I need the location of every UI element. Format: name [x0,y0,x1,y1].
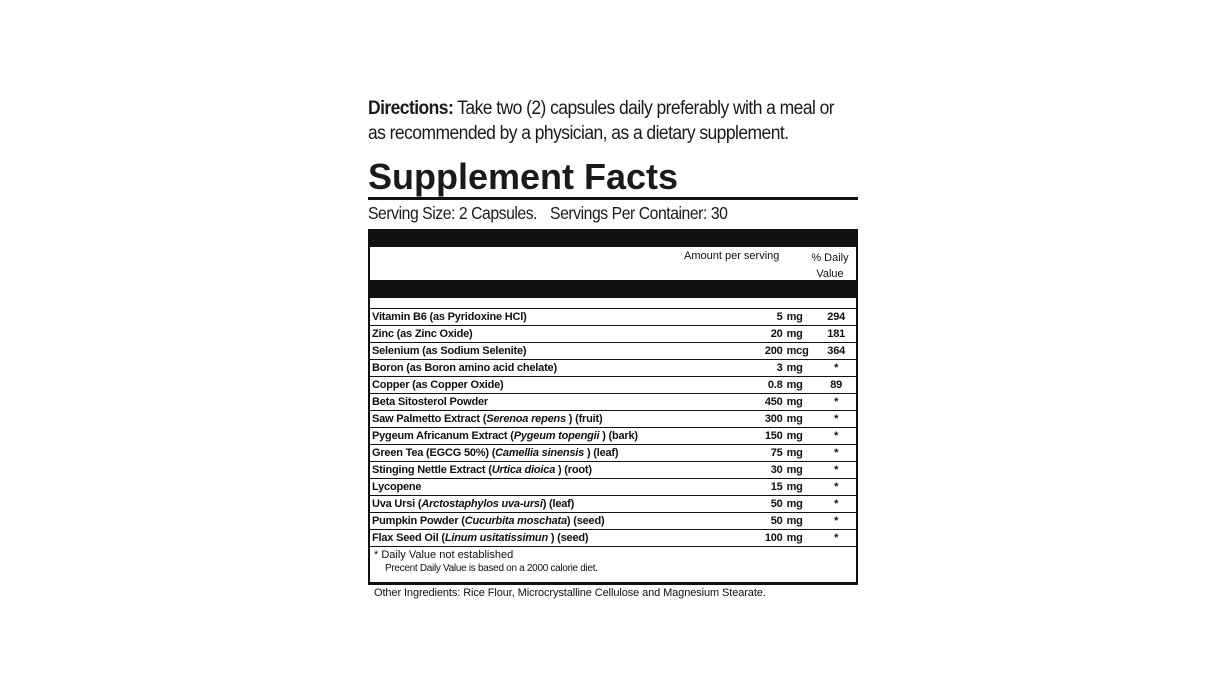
table-row [370,309,856,326]
ingredient-latin-name: Serenoa repens [486,413,566,425]
ingredient-amount: 5 [776,311,783,323]
ingredient-name [370,396,699,408]
servings-per-container: Servings Per Container: 30 [550,203,728,223]
ingredient-dv: 89 [830,379,843,391]
ingredient-unit: mg [786,328,803,340]
ingredient-dv: 364 [827,345,846,357]
ingredient-unit: mg [786,515,803,527]
ingredient-latin-name: Pygeum topengii [513,430,600,442]
ingredient-dv: * [834,515,839,527]
page-title: Supplement Facts [368,156,679,197]
ingredient-unit: mcg [786,345,809,357]
row-spacer [370,298,856,309]
ingredient-amount: 300 [764,413,783,425]
table-row [370,360,856,377]
ingredient-text: ) (leaf) [542,498,575,510]
ingredient-latin-name: Arctostaphylos uva-ursi [421,498,543,510]
other-ingredients: Other Ingredients: Rice Flour, Microcrystalline Cellulose and Magnesium Stearate. [374,587,766,599]
ingredient-text: Flax Seed Oil ( [372,532,445,544]
facts-table [368,229,858,585]
ingredient-amount: 20 [770,328,783,340]
table-row [370,496,856,513]
ingredient-name [370,345,699,357]
ingredient-latin-name: Camellia sinensis [495,447,585,459]
supplement-label [368,96,860,599]
ingredient-amount: 3 [776,362,783,374]
table-row [370,445,856,462]
ingredient-name [370,481,699,493]
ingredient-text: Lycopene [372,481,422,493]
ingredient-dv: * [834,430,839,442]
ingredient-unit: mg [786,362,803,374]
ingredient-dv: * [834,481,839,493]
ingredient-name [370,311,699,323]
ingredient-name [370,498,699,510]
footnote-calorie: Precent Daily Value is based on a 2000 calorie diet. [385,563,598,574]
table-row [370,479,856,496]
ingredient-dv: 294 [827,311,846,323]
ingredient-unit: mg [786,481,803,493]
ingredient-dv: * [834,464,839,476]
ingredient-text: Pumpkin Powder ( [372,515,465,527]
table-row [370,343,856,360]
ingredient-text: Zinc (as Zinc Oxide) [372,328,473,340]
section-bar [370,280,856,298]
table-row [370,377,856,394]
table-row [370,530,856,547]
ingredient-dv: * [834,413,839,425]
ingredient-amount: 30 [770,464,783,476]
ingredient-dv: * [834,362,839,374]
ingredient-text: ) (seed) [566,515,605,527]
table-row [370,394,856,411]
ingredient-name [370,464,699,476]
ingredient-amount: 15 [770,481,783,493]
ingredient-unit: mg [786,379,803,391]
directions [368,96,856,146]
ingredient-latin-name: Urtica dioica [491,464,556,476]
ingredient-dv: * [834,396,839,408]
ingredient-text: Vitamin B6 (as Pyridoxine HCl) [372,311,527,323]
ingredient-unit: mg [786,396,803,408]
ingredient-amount: 0.8 [767,379,783,391]
ingredient-name [370,515,699,527]
ingredient-text: Selenium (as Sodium Selenite) [372,345,527,357]
ingredient-amount: 150 [764,430,783,442]
table-row [370,428,856,445]
ingredient-latin-name: Cucurbita moschata [464,515,567,527]
dv-header: % Daily Value [811,252,849,280]
ingredient-text: Stinging Nettle Extract ( [372,464,492,476]
ingredient-dv: * [834,532,839,544]
ingredient-dv: * [834,498,839,510]
ingredient-name [370,430,699,442]
ingredient-name [370,413,699,425]
ingredient-amount: 75 [770,447,783,459]
ingredient-list [370,309,856,547]
ingredient-text: Uva Ursi ( [372,498,422,510]
ingredient-amount: 450 [764,396,783,408]
ingredient-latin-name: Linum usitatissimun [444,532,548,544]
ingredient-name [370,447,699,459]
ingredient-text: ) (leaf) [584,447,619,459]
ingredient-name [370,328,699,340]
ingredient-text: ) (fruit) [565,413,603,425]
ingredient-unit: mg [786,447,803,459]
directions-text: Take two (2) capsules daily preferably with a meal or as recommended by a physician, as a dietary supplement. [368,98,835,144]
ingredient-text: Boron (as Boron amino acid chelate) [372,362,557,374]
ingredient-unit: mg [786,498,803,510]
ingredient-text: ) (root) [555,464,592,476]
serving-info [368,200,872,226]
ingredient-unit: mg [786,430,803,442]
amount-header: Amount per serving [684,250,780,262]
ingredient-text: Saw Palmetto Extract ( [372,413,487,425]
ingredient-unit: mg [786,311,803,323]
ingredient-amount: 50 [770,515,783,527]
ingredient-name [370,379,699,391]
ingredient-text: Copper (as Copper Oxide) [372,379,504,391]
ingredient-amount: 200 [764,345,783,357]
ingredient-amount: 100 [764,532,783,544]
table-row [370,326,856,343]
ingredient-text: Pygeum Africanum Extract ( [372,430,514,442]
ingredient-text: ) (seed) [547,532,589,544]
ingredient-dv: 181 [827,328,846,340]
ingredient-unit: mg [786,532,803,544]
ingredient-dv: * [834,447,839,459]
table-row [370,411,856,428]
ingredient-unit: mg [786,464,803,476]
table-header [370,247,856,280]
serving-size: Serving Size: 2 Capsules. [368,203,538,223]
table-row [370,462,856,479]
ingredient-text: Green Tea (EGCG 50%) ( [372,447,496,459]
ingredient-amount: 50 [770,498,783,510]
ingredient-unit: mg [786,413,803,425]
ingredient-text: ) (bark) [599,430,638,442]
ingredient-name [370,362,699,374]
table-row [370,513,856,530]
header-bar [370,229,856,247]
footnotes [370,547,856,585]
directions-label: Directions: [368,98,454,119]
footnote-dv: * Daily Value not established [374,549,514,561]
ingredient-text: Beta Sitosterol Powder [372,396,489,408]
ingredient-name [370,532,699,544]
